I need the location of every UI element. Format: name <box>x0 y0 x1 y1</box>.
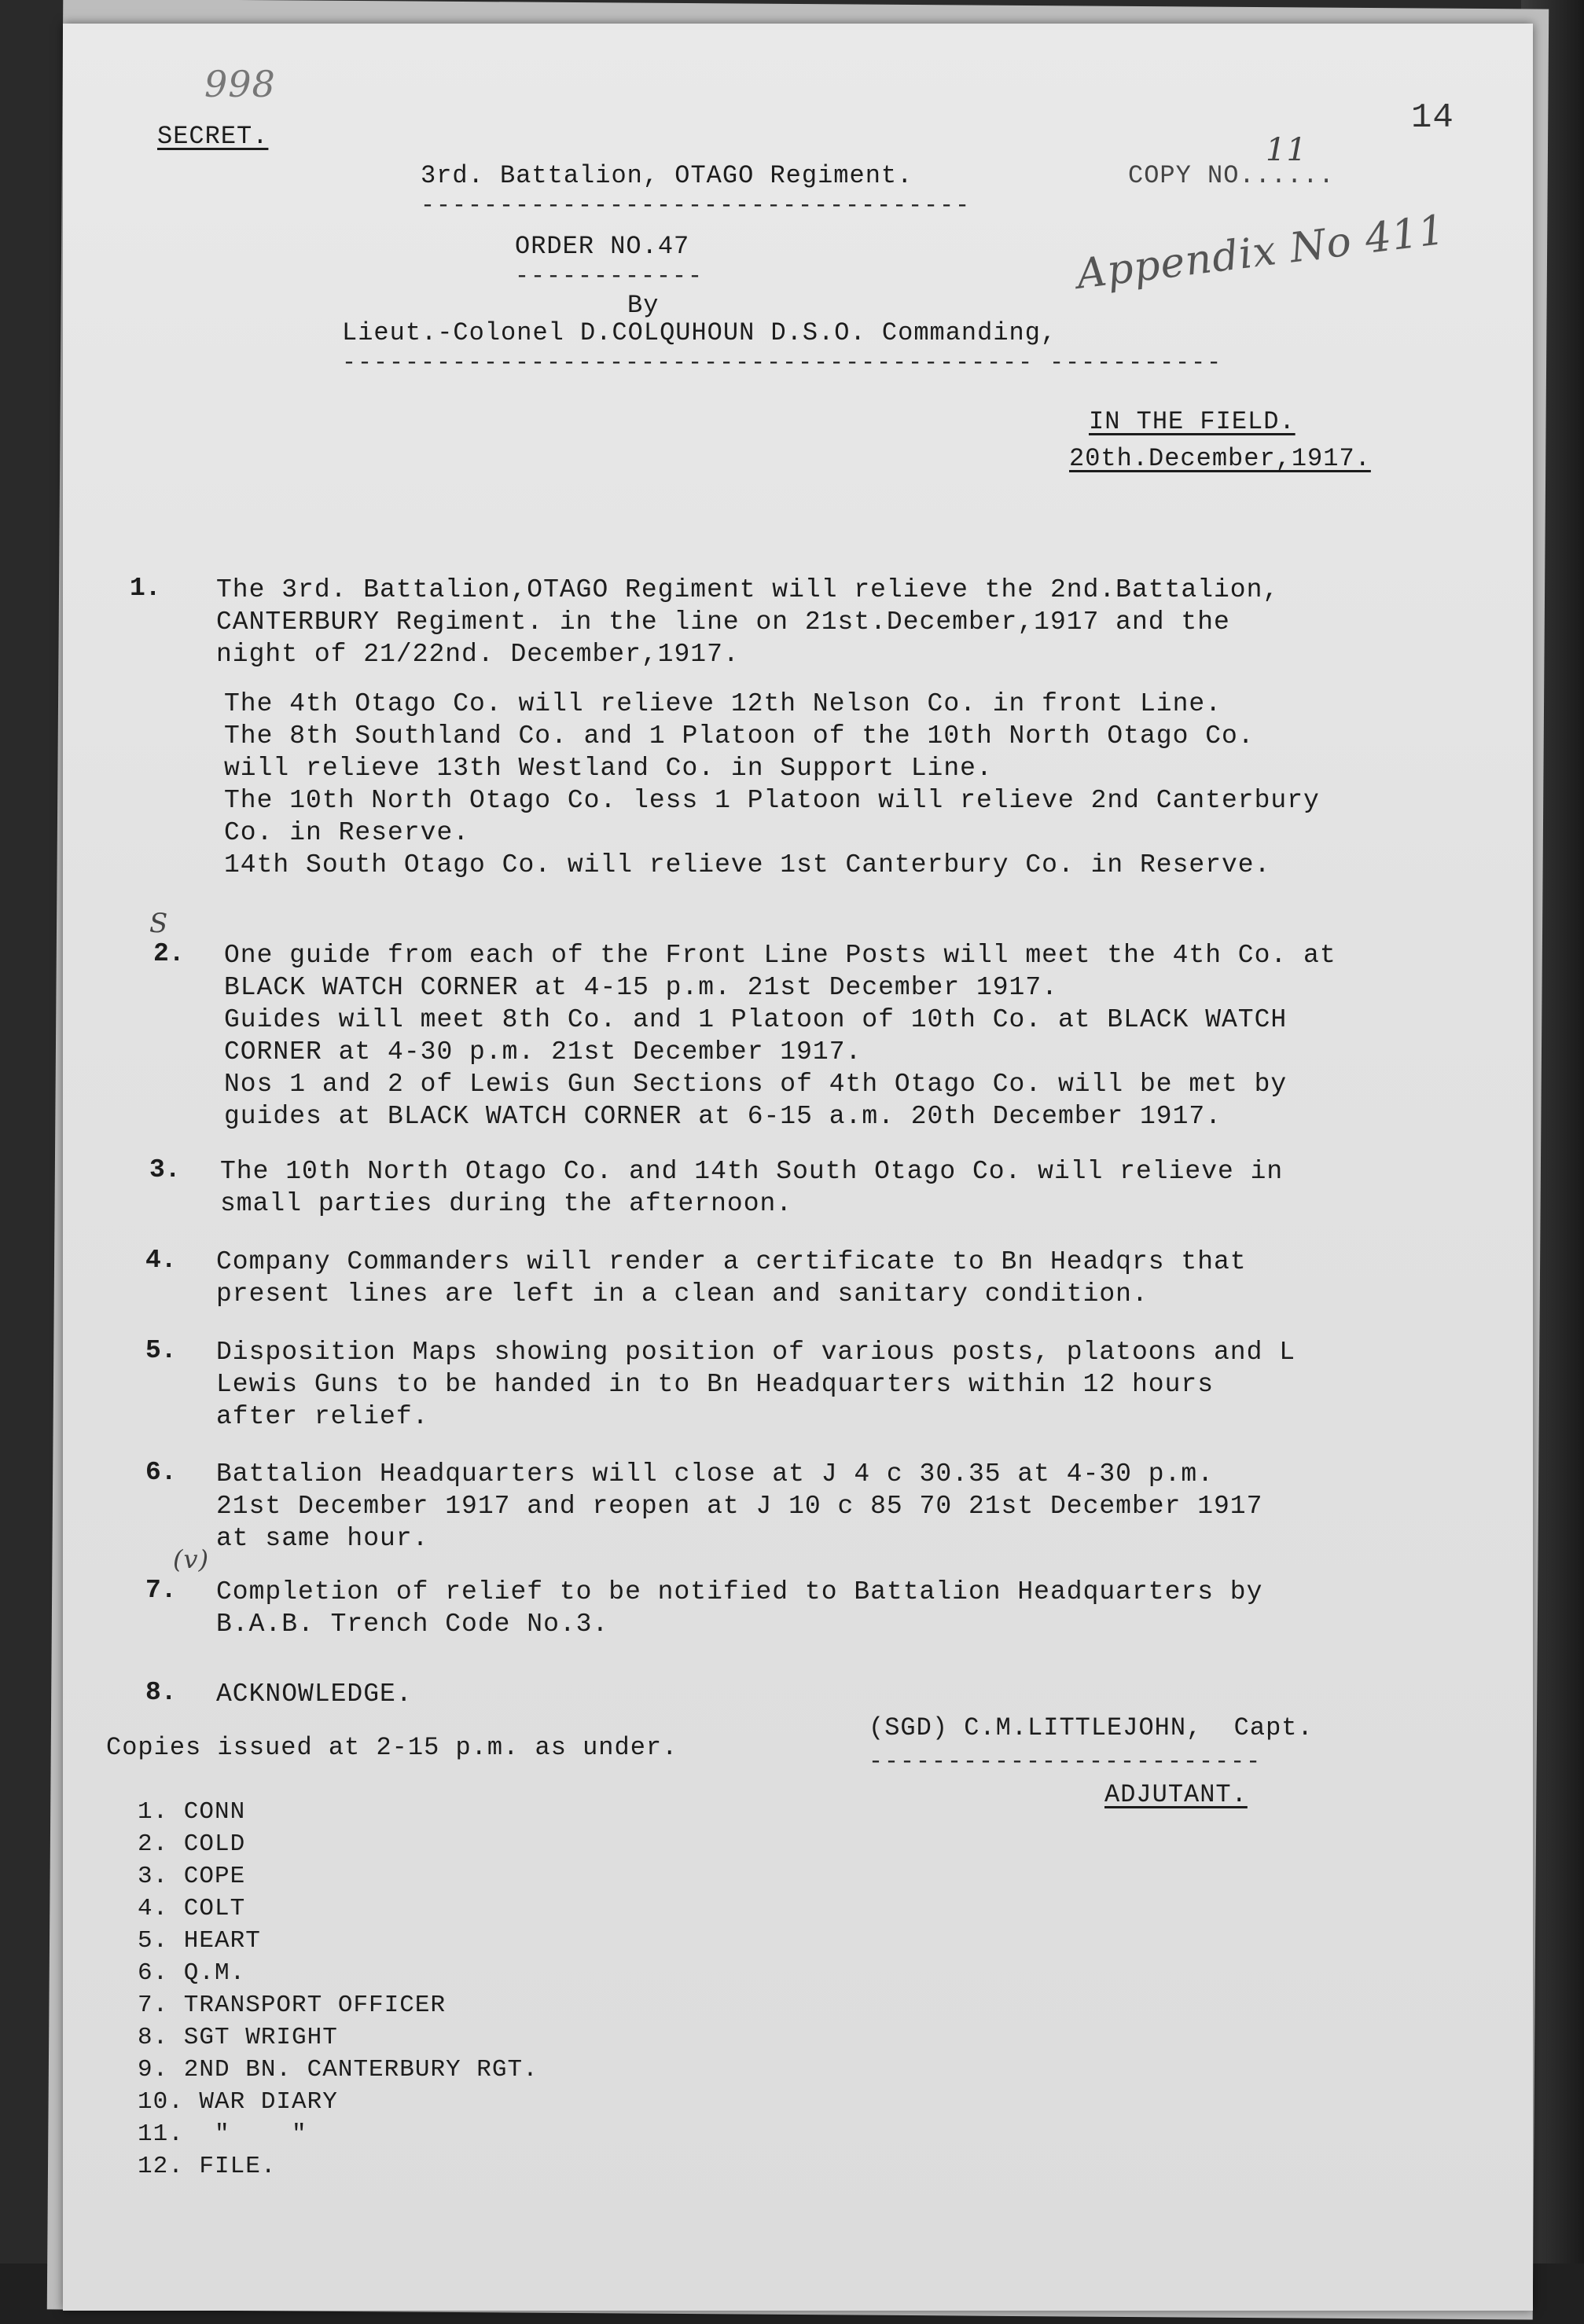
place-label: IN THE FIELD. <box>1089 407 1295 436</box>
paragraph-5-text: Disposition Maps showing position of various posts, platoons and L Lewis Guns to be handed in to Bn Headquarters within 12 hours after relief. <box>216 1338 1296 1431</box>
order-number: ORDER NO.47 <box>515 232 690 261</box>
list-item: 3. COPE <box>138 1863 246 1890</box>
paragraph-8-text: ACKNOWLEDGE. <box>216 1680 413 1709</box>
margin-note-v: (v) <box>173 1544 210 1574</box>
paragraph-7-number: 7. <box>145 1576 177 1605</box>
list-item: 2. COLD <box>138 1830 246 1858</box>
list-item: 6. Q.M. <box>138 1959 246 1987</box>
list-item: 7. TRANSPORT OFFICER <box>138 1992 447 2019</box>
paragraph-3-number: 3. <box>149 1155 181 1184</box>
signature-name: (SGD) C.M.LITTLEJOHN, Capt. <box>869 1713 1314 1742</box>
paragraph-4-text: Company Commanders will render a certificate to Bn Headqrs that present lines are left in a clean and sanitary condition. <box>216 1247 1247 1309</box>
paragraph-6-number: 6. <box>145 1458 177 1487</box>
paragraph-4-number: 4. <box>145 1246 177 1275</box>
list-item: 11. " " <box>138 2120 307 2148</box>
paragraph-3-text: The 10th North Otago Co. and 14th South Otago Co. will relieve in small parties during the afternoon. <box>220 1157 1284 1218</box>
signature-title: ADJUTANT. <box>1104 1780 1248 1809</box>
by-label: By <box>627 291 660 320</box>
list-item: 1. CONN <box>138 1798 246 1826</box>
commander-line: Lieut.-Colonel D.COLQUHOUN D.S.O. Commanding, <box>342 318 1057 347</box>
appendix-note: Appendix No 411 <box>1074 206 1448 299</box>
paragraph-2-number: 2. <box>153 939 185 968</box>
order-date: 20th.December,1917. <box>1069 444 1371 473</box>
list-item: 9. 2ND BN. CANTERBURY RGT. <box>138 2056 538 2084</box>
paragraph-8-number: 8. <box>145 1678 177 1707</box>
paragraph-1-text: The 3rd. Battalion,OTAGO Regiment will relieve the 2nd.Battalion, CANTERBURY Regiment. in the line on 21st.December,1917 and the night of 21/22nd. December,1917. <box>216 575 1280 669</box>
margin-note-s: S <box>149 908 169 939</box>
list-item: 8. SGT WRIGHT <box>138 2024 338 2051</box>
copy-number: 11 <box>1266 132 1307 168</box>
signature-underline: ------------------------- <box>869 1749 1262 1775</box>
paragraph-1-number: 1. <box>130 574 161 603</box>
paragraph-5-number: 5. <box>145 1336 177 1365</box>
paragraph-6-text: Battalion Headquarters will close at J 4 c 30.35 at 4-30 p.m. 21st December 1917 and reopen at J 10 c 85 70 21st December 1917 at same hour. <box>216 1459 1263 1553</box>
paragraph-2-text: One guide from each of the Front Line Posts will meet the 4th Co. at BLACK WATCH CORNER at 4-15 p.m. 21st December 1917. Guides will meet 8th Co. and 1 Platoon of 10th Co. at BLACK WATCH CORNER at 4-30 p.m. 21st December 1917. Nos 1 and 2 of Lewis Gun Sections of 4th Otago Co. will be met by guides at BLACK WATCH CORNER at 6-15 a.m. 20th December 1917. <box>224 941 1336 1131</box>
paragraph-1-details: The 4th Otago Co. will relieve 12th Nelson Co. in front Line. The 8th Southland Co. and 1 Platoon of the 10th North Otago Co. will relieve 13th Westland Co. in Support Line. The 10th North Otago Co. less 1 Platoon will relieve 2nd Canterbury Co. in Reserve. 14th South Otago Co. will relieve 1st Canterbury Co. in Reserve. <box>224 689 1320 879</box>
document-page <box>63 24 1533 2311</box>
commander-underline: -------------------------------------------- ----------- <box>342 350 1223 376</box>
unit-title: 3rd. Battalion, OTAGO Regiment. <box>421 161 913 190</box>
secret-label: SECRET. <box>157 122 269 151</box>
title-underline: ----------------------------------- <box>421 193 972 219</box>
pencil-number: 998 <box>204 63 276 105</box>
list-item: 4. COLT <box>138 1895 246 1922</box>
list-item: 12. FILE. <box>138 2153 277 2180</box>
list-item: 10. WAR DIARY <box>138 2088 338 2116</box>
copy-label: COPY NO...... <box>1128 161 1335 190</box>
page-number: 14 <box>1411 98 1454 138</box>
paragraph-7-text: Completion of relief to be notified to Battalion Headquarters by B.A.B. Trench Code No.3. <box>216 1577 1263 1639</box>
distribution-list <box>138 1796 538 2183</box>
order-underline: ------------ <box>515 263 704 290</box>
list-item: 5. HEART <box>138 1927 261 1955</box>
copies-heading: Copies issued at 2-15 p.m. as under. <box>106 1733 678 1762</box>
